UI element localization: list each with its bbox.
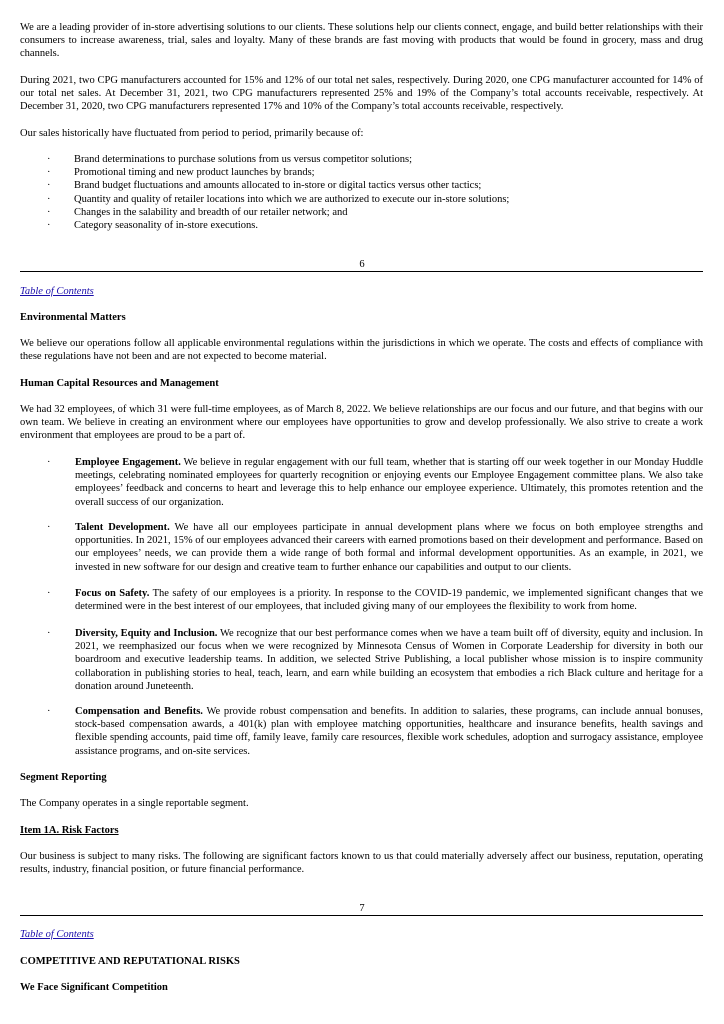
bullet-icon: · (47, 706, 51, 717)
table-of-contents-link[interactable]: Table of Contents (20, 286, 94, 297)
bullet-icon: · (47, 167, 51, 179)
human-capital-paragraph: We had 32 employees, of which 31 were full-time employees, as of March 8, 2022. We believe relationships are our focus and our future, and that begins with our own team. We believe in creating an environment where our employees have opportunities to grow and develop professionally. We also strive to create a work environment that employees are proud to be a part of. (20, 404, 703, 442)
bullet-icon: · (47, 180, 51, 192)
fluctuation-list (20, 153, 703, 232)
risk-factors-heading: Item 1A. Risk Factors (20, 825, 119, 836)
page-number: 7 (359, 903, 365, 914)
competition-heading: We Face Significant Competition (20, 982, 168, 993)
list-item: · Category seasonality of in-store executions. (47, 219, 258, 231)
competitive-risks-heading: COMPETITIVE AND REPUTATIONAL RISKS (20, 956, 240, 967)
customers-paragraph: During 2021, two CPG manufacturers accounted for 15% and 12% of our total net sales, respectively. During 2020, one CPG manufacturer accounted for 14% of our total net sales. At December 31, 2021, two CPG manufacturers represented 25% and 19% of the Company’s total accounts receivable, respectively. At December 31, 2020, two CPG manufacturers represented 17% and 10% of the Company’s total accounts receivable, respectively. (20, 75, 703, 113)
bullet-icon: · (47, 219, 51, 231)
bullet-icon: · (47, 154, 51, 165)
bullet-icon: · (47, 193, 51, 205)
intro-paragraph: We are a leading provider of in-store advertising solutions to our clients. These solutions help our clients connect, engage, and build better relationships with their consumers to increase awareness, trial, sales and loyalty. Many of these brands are fast moving with products that would be found in grocery, mass and drug channels. (20, 22, 703, 60)
list-item: · Changes in the salability and breadth of our retailer network; and (47, 206, 348, 218)
list-item: · Quantity and quality of retailer locations into which we are authorized to execute our in-store solutions; (47, 193, 510, 205)
fluctuation-intro: Our sales historically have fluctuated from period to period, primarily because of: (20, 128, 364, 139)
list-item: · Promotional timing and new product launches by brands; (47, 167, 315, 179)
bullet-icon: · (47, 206, 51, 218)
page-divider (20, 915, 703, 916)
human-capital-heading: Human Capital Resources and Management (20, 378, 219, 389)
environmental-matters-heading: Environmental Matters (20, 312, 126, 323)
list-item: · Brand budget fluctuations and amounts allocated to in-store or digital tactics versus other tactics; (47, 180, 482, 192)
table-of-contents-link[interactable]: Table of Contents (20, 929, 94, 940)
list-item: · Compensation and Benefits. We provide robust compensation and benefits. In addition to salaries, these programs, can include annual bonuses, stock-based compensation awards, a 401(k) plan with employee matching opportunities, healthcare and insurance benefits, health savings and flexible spending accounts, paid time off, family leave, family care resources, flexible work schedules, adoption and surrogacy assistance, employee assistance programs, and on-site services. (47, 706, 703, 757)
bullet-icon: · (47, 457, 51, 468)
segment-paragraph: The Company operates in a single reportable segment. (20, 798, 249, 809)
list-item: · Brand determinations to purchase solutions from us versus competitor solutions; (47, 154, 412, 165)
page-number: 6 (359, 259, 365, 270)
list-item: · Talent Development. We have all our employees participate in annual development plans where we focus on both employee strengths and opportunities. In 2021, 15% of our employees advanced their careers with earned promotions based on their development and performance. Based on our employees’ needs, we can provide them a wide range of both formal and informal development opportunities. As an example, in 2021, we invested in new software for our design and creative team to further enhance our capabilities and output to our clients. (47, 522, 703, 573)
list-item: · Employee Engagement. We believe in regular engagement with our full team, whether that is starting off our week together in our Monday Huddle meetings, celebrating nominated employees for quarterly recognition or enjoying events our Employee Engagement committee plans. We also take employees’ feedback and concerns to heart and leverage this to help enhance our employee experience. Ultimately, this promotes retention and the overall success of our organization. (47, 457, 703, 508)
bullet-icon: · (47, 588, 51, 599)
list-item: · Diversity, Equity and Inclusion. We recognize that our best performance comes when we have a team built off of diversity, equity and inclusion. In 2021, we reemphasized our focus when we were recognized by Minnesota Census of Women in Corporate Leadership for diversity in both our boardroom and executive leadership teams. In addition, we selected Strive Publishing, a local publisher whose mission is to inspire community collaboration in publishing stories to heal, teach, learn, and earn while building an ecosystem that embodies a rich Black culture and heritage for a donation around Juneteenth. (47, 628, 704, 692)
segment-reporting-heading: Segment Reporting (20, 772, 107, 783)
list-item: · Focus on Safety. The safety of our employees is a priority. In response to the COVID-19 pandemic, we implemented significant changes that we determined were in the best interest of our employees, that included giving many of our employees the flexibility to work from home. (47, 588, 703, 613)
bullet-icon: · (47, 628, 51, 639)
environmental-paragraph: We believe our operations follow all applicable environmental regulations within the jurisdictions in which we operate. The costs and effects of compliance with these regulations have not been and are not expected to become material. (20, 338, 703, 363)
bullet-icon: · (47, 522, 51, 533)
risk-paragraph: Our business is subject to many risks. The following are significant factors known to us that could materially adversely affect our business, reputation, operating results, industry, financial position, or future financial performance. (20, 851, 703, 876)
page-divider (20, 271, 703, 272)
